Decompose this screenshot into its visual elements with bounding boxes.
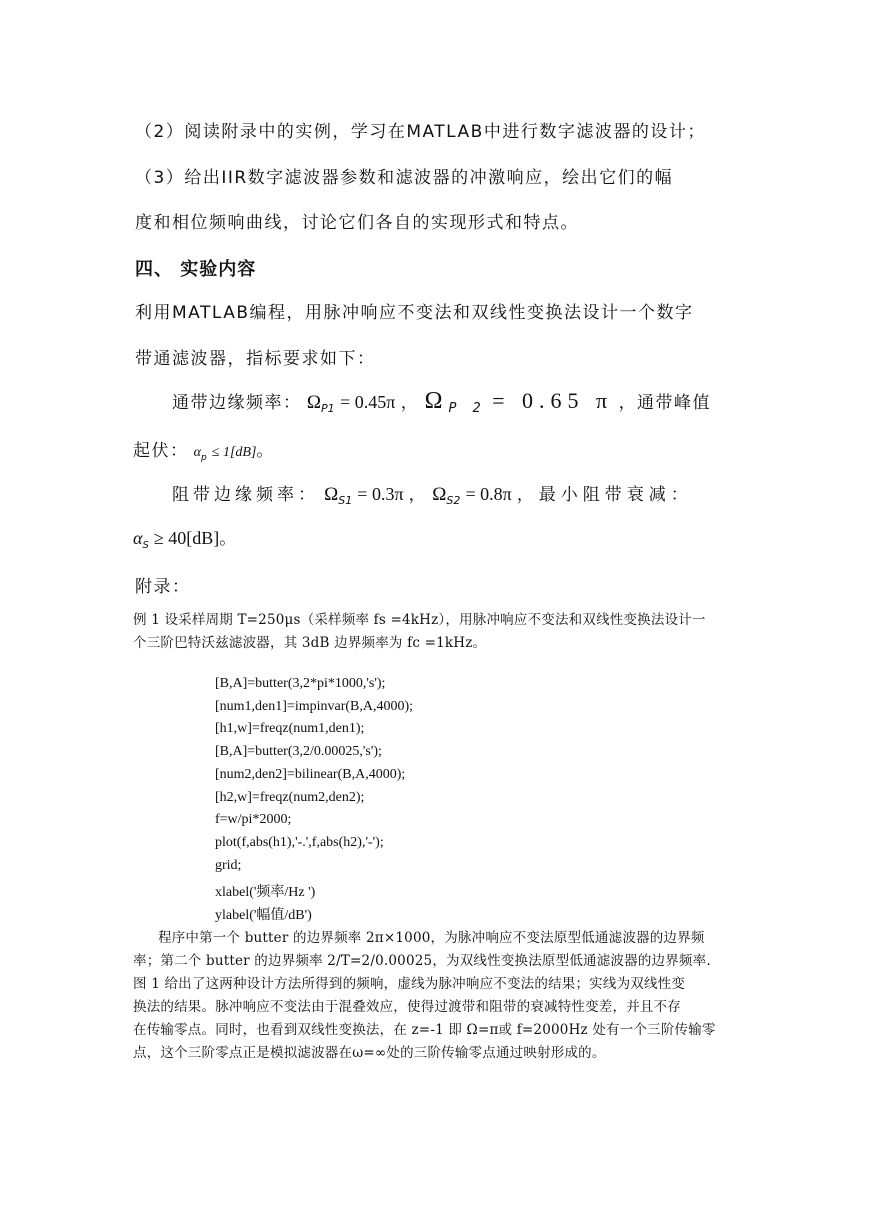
omega-s1-subscript: S1 [338,494,353,507]
code-line: [num1,den1]=impinvar(B,A,4000); [215,699,414,714]
separator: ， [408,485,428,505]
omega-s2-value: = 0.8π [465,484,512,504]
paragraph-line: 点，这个三阶零点正是模拟滤波器在ω=∞处的三阶传输零点通过映射形成的。 [133,1045,606,1061]
paragraph-line: 程序中第一个 butter 的边界频率 2π×1000，为脉冲响应不变法原型低通滤波器的边界频 [158,930,705,946]
code-line: [num2,den2]=bilinear(B,A,4000); [215,767,406,782]
paragraph-line: 率；第二个 butter 的边界频率 2/T=2/0.00025，为双线性变换法原型低通滤波器的边界频率. [133,953,711,969]
ripple-label: ，通带峰值 [618,393,712,413]
example-line2: 个三阶巴特沃兹滤波器，其 3dB 边界频率为 fc =1kHz。 [133,635,487,651]
code-line: plot(f,abs(h1),'-.',f,abs(h2),'-'); [215,835,384,850]
stopband-line [172,480,693,507]
omega-p2-value: = 0.65 π [492,388,614,413]
alpha-s-value: ≥ 40[dB] [153,528,220,548]
omega-s2-subscript: S2 [446,494,461,507]
omega-p2-subscript: P 2 [448,401,487,416]
code-line: f=w/pi*2000; [215,812,292,827]
period: 。 [256,441,275,461]
omega-p1-symbol: Ω [306,392,322,413]
omega-p1-subscript: P1 [321,402,335,415]
stopband-label: 阻带边缘频率： [172,485,319,505]
item-3-line2: 度和相位频响曲线，讨论它们各自的实现形式和特点。 [135,213,579,233]
intro-line2: 带通滤波器，指标要求如下： [135,349,376,369]
item-3-line1: （3）给出IIR数字滤波器参数和滤波器的冲激响应，绘出它们的幅 [135,168,674,188]
omega-s1-symbol: Ω [324,484,339,505]
code-line: ylabel('幅值/dB') [215,908,312,923]
code-line: [B,A]=butter(3,2/0.00025,'s'); [215,744,382,759]
attenuation-line [133,524,238,551]
code-line: grid; [215,858,242,873]
paragraph-line: 换法的结果。脉冲响应不变法由于混叠效应，使得过渡带和阻带的衰减特性变差，并且不存 [133,999,681,1015]
alpha-s-subscript: S [142,540,149,551]
omega-s2-symbol: Ω [432,484,447,505]
passband-label: 通带边缘频率： [172,393,302,413]
ripple-line [133,436,275,463]
omega-s1-value: = 0.3π [357,484,404,504]
alpha-p-symbol: α [193,445,201,460]
example-line1: 例 1 设采样周期 T=250μs（采样频率 fs =4kHz），用脉冲响应不变法和双线性变换法设计一 [133,612,706,628]
separator: ， [400,393,420,413]
omega-p1-value: = 0.45π [340,392,396,412]
alpha-p-value: ≤ 1[dB] [211,445,257,460]
passband-line [172,388,711,416]
intro-line1: 利用MATLAB编程，用脉冲响应不变法和双线性变换法设计一个数字 [135,303,694,323]
period: 。 [219,529,238,549]
code-line: [B,A]=butter(3,2*pi*1000,'s'); [215,676,386,691]
code-line: xlabel('频率/Hz ') [215,885,316,900]
paragraph-line: 图 1 给出了这两种设计方法所得到的频响，虚线为脉冲响应不变法的结果；实线为双线性变 [133,976,686,992]
paragraph-line: 在传输零点。同时，也看到双线性变换法，在 z=-1 即 Ω=π或 f=2000Hz 处有一个三阶传输零 [133,1022,716,1038]
section-title: 四、 实验内容 [135,259,257,280]
omega-p2-symbol: Ω [424,388,449,414]
item-2: （2）阅读附录中的实例，学习在MATLAB中进行数字滤波器的设计； [135,122,706,142]
code-line: [h2,w]=freqz(num2,den2); [215,790,365,805]
alpha-p-subscript: p [200,453,207,463]
attenuation-label: ，最小阻带衰减： [516,485,693,505]
alpha-s-symbol: α [133,528,143,548]
code-line: [h1,w]=freqz(num1,den1); [215,721,365,736]
appendix-title: 附录： [135,577,191,597]
ripple-label-2: 起伏： [133,441,189,461]
